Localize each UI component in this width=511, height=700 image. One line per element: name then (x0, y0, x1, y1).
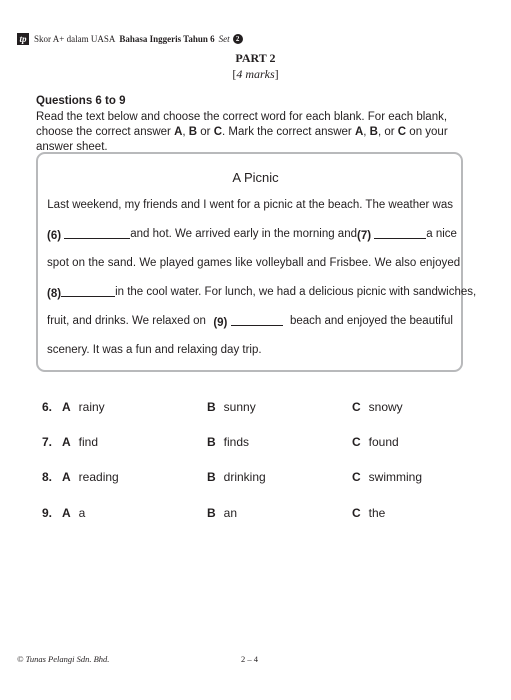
passage-line-3: spot on the sand. We played games like volleyball and Frisbee. We also enjoyed (47, 257, 461, 269)
option-7c[interactable]: C found (352, 435, 399, 449)
book-title: Skor A+ dalam UASA (34, 34, 116, 44)
passage-line-2: (6) and hot. We arrived early in the morning and (7) a nice (47, 228, 457, 242)
option-6a[interactable]: A rainy (62, 400, 105, 414)
subject-title: Bahasa Inggeris Tahun 6 (119, 34, 215, 44)
questions-title: Questions 6 to 9 (36, 95, 126, 107)
option-8c[interactable]: C swimming (352, 470, 423, 484)
option-9b[interactable]: B an (207, 506, 238, 520)
page-number: 2 – 4 (241, 654, 258, 664)
passage-line-6: scenery. It was a fun and relaxing day trip. (47, 344, 262, 356)
page-header (17, 31, 243, 47)
question-number: 9. (42, 506, 53, 520)
marks-value: 4 marks (236, 67, 275, 81)
option-6c[interactable]: C snowy (352, 400, 403, 414)
blank-number-6: (6) (47, 230, 62, 242)
blank-number-7: (7) (357, 230, 372, 242)
passage-title: A Picnic (232, 170, 279, 185)
set-number-badge: 2 (233, 34, 243, 44)
marks-label: [4 marks] (232, 67, 279, 81)
question-number: 7. (42, 435, 53, 449)
option-9a[interactable]: A a (62, 506, 86, 520)
copyright-footer: © Tunas Pelangi Sdn. Bhd. (17, 654, 110, 664)
set-label: Set (218, 34, 230, 44)
blank-9 (231, 315, 283, 326)
option-8a[interactable]: A reading (62, 470, 119, 484)
question-9-options (42, 506, 472, 522)
question-7-options (42, 435, 472, 451)
question-6-options (42, 400, 472, 416)
publisher-logo-icon: tp (17, 33, 29, 45)
blank-7 (374, 228, 426, 239)
question-number: 8. (42, 470, 53, 484)
blank-number-9: (9) (213, 317, 228, 329)
option-8b[interactable]: B drinking (207, 470, 266, 484)
option-7b[interactable]: B finds (207, 435, 250, 449)
instructions: Read the text below and choose the correct word for each blank. For each blank, choose the correct answer A, B or C. Mark the correct answer A, B, or C on your answer sheet. (36, 111, 448, 153)
option-6b[interactable]: B sunny (207, 400, 256, 414)
option-7a[interactable]: A find (62, 435, 99, 449)
option-9c[interactable]: C the (352, 506, 386, 520)
passage-line-1: Last weekend, my friends and I went for a picnic at the beach. The weather was (47, 199, 453, 211)
part-title: PART 2 (235, 51, 276, 65)
question-8-options (42, 470, 472, 486)
blank-6 (64, 228, 130, 239)
question-number: 6. (42, 400, 53, 414)
passage-line-5: fruit, and drinks. We relaxed on (9) beach and enjoyed the beautiful (47, 315, 453, 329)
blank-number-8: (8) (47, 288, 62, 300)
passage-line-4: (8) in the cool water. For lunch, we had a delicious picnic with sandwiches, (47, 286, 477, 300)
blank-8 (61, 286, 115, 297)
